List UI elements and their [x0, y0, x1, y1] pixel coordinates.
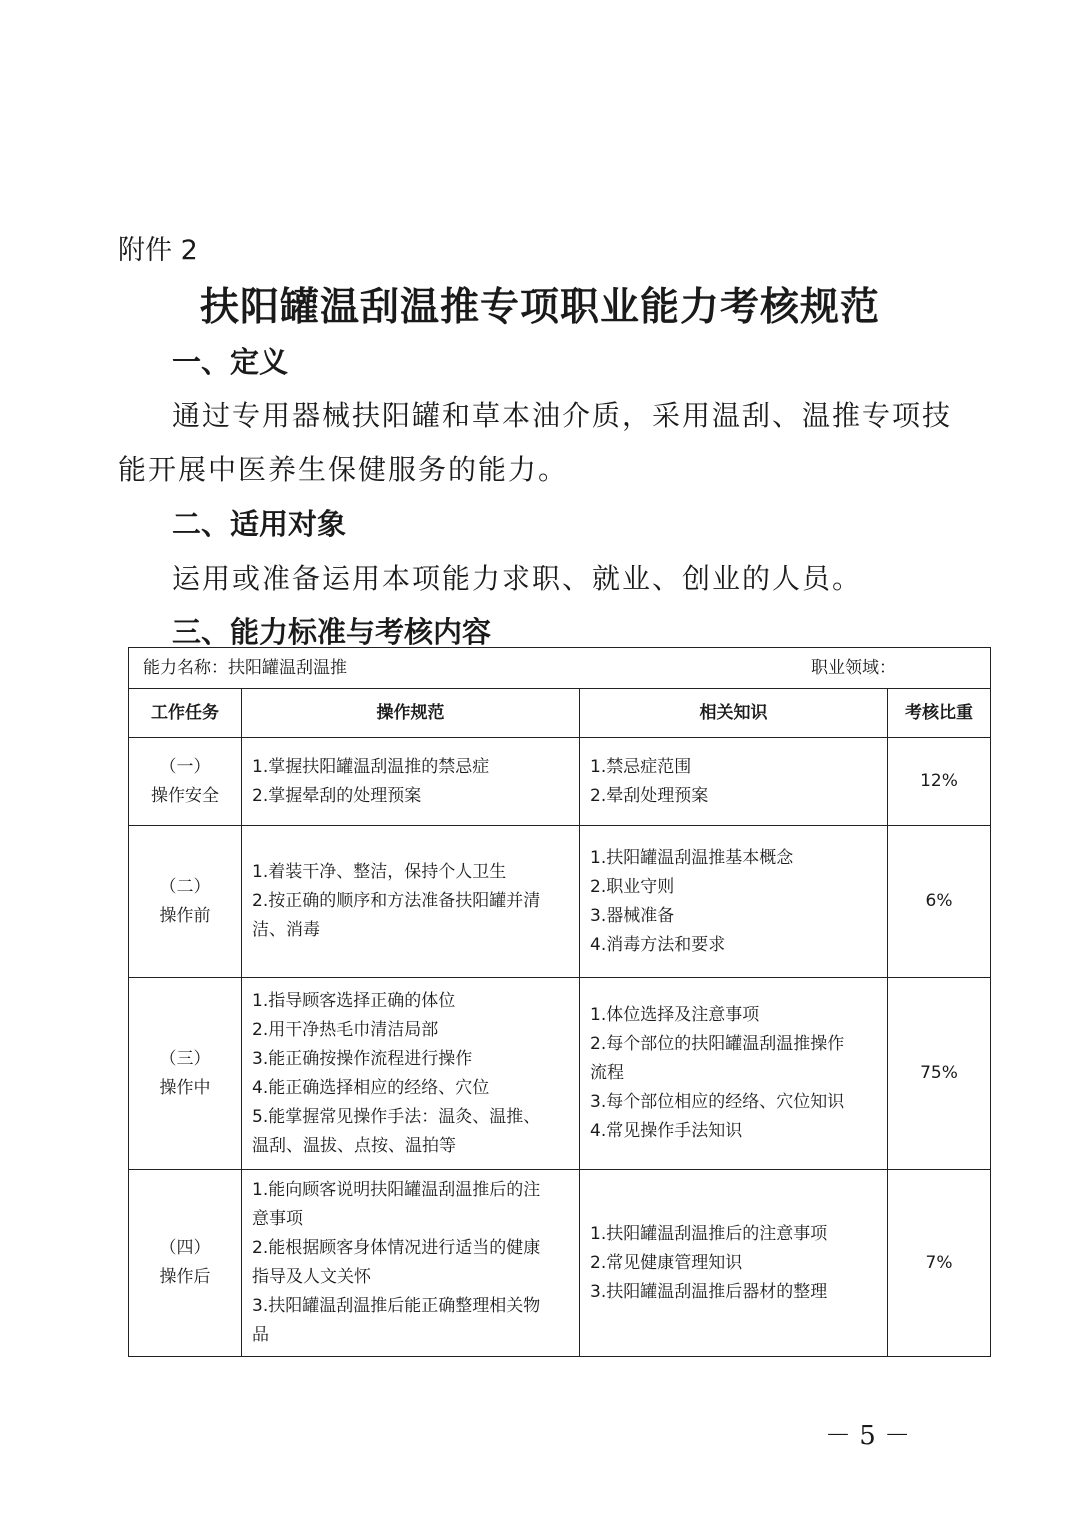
section-heading-audience: 二、适用对象 [172, 507, 347, 541]
task-cell [129, 738, 242, 826]
spec-cell-line: 3.扶阳罐温刮温推后能正确整理相关物 [252, 1296, 541, 1316]
career-field: 职业领域： [811, 657, 896, 678]
section-heading-definition: 一、定义 [172, 345, 289, 379]
task-number: （四） [159, 1238, 211, 1258]
spec-cell [242, 1170, 580, 1357]
knowledge-cell-line: 3.每个部位相应的经络、穴位知识 [590, 1092, 845, 1112]
knowledge-cell-line: 2.每个部位的扶阳罐温刮温推操作 [590, 1034, 845, 1054]
header-weight: 考核比重 [888, 689, 991, 738]
definition-line-1: 通过专用器械扶阳罐和草本油介质，采用温刮、温推专项技 [172, 399, 953, 432]
spec-cell-line: 2.掌握晕刮的处理预案 [252, 785, 422, 806]
knowledge-cell-line: 2.常见健康管理知识 [590, 1252, 743, 1273]
task-cell [129, 1170, 242, 1357]
spec-cell-line: 3.能正确按操作流程进行操作 [252, 1048, 473, 1069]
spec-cell-line: 1.能向顾客说明扶阳罐温刮温推后的注 [252, 1180, 541, 1200]
spec-cell-line: 意事项 [252, 1209, 303, 1229]
task-name: 操作中 [159, 1077, 211, 1098]
weight-cell: 6% [888, 826, 991, 978]
task-number: （一） [159, 756, 211, 777]
spec-cell-line: 5.能掌握常见操作手法：温灸、温推、 [252, 1106, 541, 1127]
task-number: （三） [159, 1048, 211, 1069]
knowledge-cell-line: 4.消毒方法和要求 [590, 934, 726, 955]
knowledge-cell [580, 978, 888, 1170]
spec-cell-line: 洁、消毒 [252, 920, 320, 940]
task-name: 操作前 [159, 905, 211, 926]
definition-line-2: 能开展中医养生保健服务的能力。 [118, 453, 569, 486]
attachment-label: 附件 2 [118, 235, 198, 266]
spec-cell-line: 4.能正确选择相应的经络、穴位 [252, 1077, 490, 1098]
document-title: 扶阳罐温刮温推专项职业能力考核规范 [199, 285, 880, 330]
knowledge-cell-line: 流程 [590, 1063, 624, 1083]
table-header-row [129, 689, 991, 738]
knowledge-cell-line: 1.扶阳罐温刮温推基本概念 [590, 847, 794, 868]
spec-cell-line: 2.用干净热毛巾清洁局部 [252, 1019, 439, 1040]
table-row [129, 826, 991, 978]
spec-cell-line: 2.按正确的顺序和方法准备扶阳罐并清 [252, 891, 541, 911]
header-task: 工作任务 [129, 689, 242, 738]
table-meta-row [129, 648, 991, 689]
task-name: 操作后 [159, 1267, 211, 1287]
knowledge-cell-line: 3.扶阳罐温刮温推后器材的整理 [590, 1281, 828, 1302]
knowledge-cell [580, 826, 888, 978]
spec-cell [242, 738, 580, 826]
task-cell [129, 978, 242, 1170]
knowledge-cell [580, 738, 888, 826]
spec-cell-line: 1.着装干净、整洁，保持个人卫生 [252, 862, 507, 882]
header-knowledge: 相关知识 [580, 689, 888, 738]
spec-cell-line: 温刮、温拔、点按、温拍等 [252, 1135, 456, 1156]
knowledge-cell-line: 2.职业守则 [590, 876, 675, 897]
weight-cell: 75% [888, 978, 991, 1170]
task-number: （二） [159, 876, 211, 897]
weight-cell: 12% [888, 738, 991, 826]
spec-cell [242, 978, 580, 1170]
page-number: － 5 － [825, 1421, 911, 1451]
header-spec: 操作规范 [242, 689, 580, 738]
table-row [129, 1170, 991, 1357]
table-row [129, 738, 991, 826]
spec-cell-line: 指导及人文关怀 [252, 1267, 371, 1287]
task-cell [129, 826, 242, 978]
knowledge-cell-line: 1.体位选择及注意事项 [590, 1005, 760, 1025]
spec-cell-line: 1.指导顾客选择正确的体位 [252, 990, 456, 1011]
spec-cell [242, 826, 580, 978]
knowledge-cell-line: 4.常见操作手法知识 [590, 1121, 743, 1141]
weight-cell: 7% [888, 1170, 991, 1357]
knowledge-cell-line: 3.器械准备 [590, 905, 675, 926]
knowledge-cell [580, 1170, 888, 1357]
table-row [129, 978, 991, 1170]
assessment-table [128, 647, 990, 1357]
task-name: 操作安全 [151, 785, 219, 806]
section-heading-standards: 三、能力标准与考核内容 [172, 615, 492, 649]
spec-cell-line: 1.掌握扶阳罐温刮温推的禁忌症 [252, 756, 490, 777]
spec-cell-line: 2.能根据顾客身体情况进行适当的健康 [252, 1238, 541, 1258]
knowledge-cell-line: 1.禁忌症范围 [590, 756, 692, 777]
audience-line: 运用或准备运用本项能力求职、就业、创业的人员。 [172, 562, 863, 595]
ability-name: 能力名称：扶阳罐温刮温推 [143, 657, 347, 678]
spec-cell-line: 品 [252, 1325, 269, 1345]
knowledge-cell-line: 2.晕刮处理预案 [590, 785, 709, 806]
knowledge-cell-line: 1.扶阳罐温刮温推后的注意事项 [590, 1223, 828, 1244]
